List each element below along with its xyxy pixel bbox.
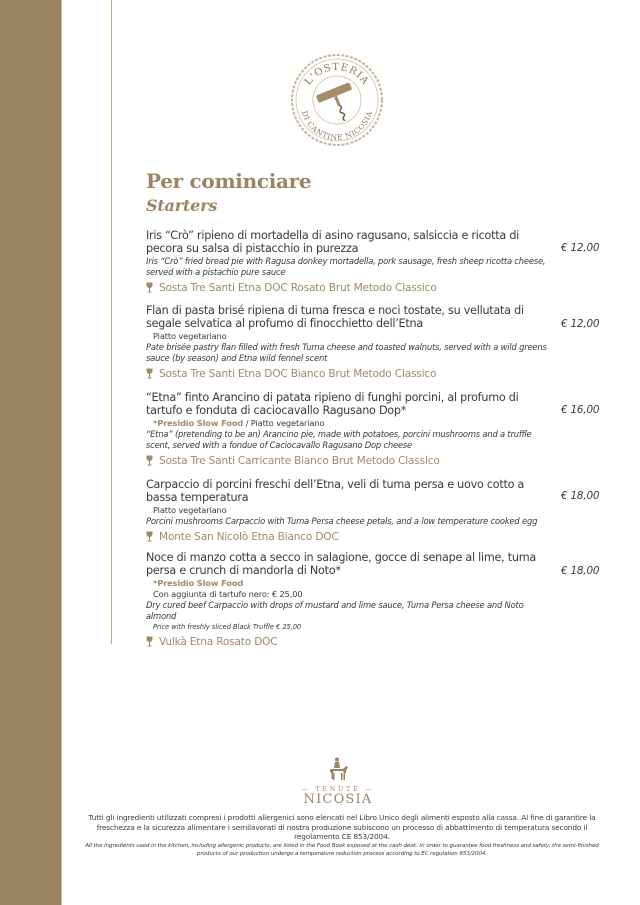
slow-food-badge: *Presidio Slow Food xyxy=(153,577,244,588)
wine-name: Sosta Tre Santi Etna DOC Rosato Brut Metodo Classico xyxy=(159,281,437,294)
allergen-disclaimer-english: All the ingredients used in the kitchen, including allergenic products, are listed in the Food Book exposed at the cash desk. In order to guarantee food freshness and safety, the semi-finished products of our production undergo a temperature reduction process according to EC regulation 853/2004. xyxy=(85,843,599,857)
dish-english: “Etna” (pretending to be an) Arancino pie, made with potatoes, porcini mushrooms and a truffle scent, served with a fondue of Caciocavallo Ragusano Dop cheese xyxy=(146,428,532,450)
dish-price: € 18,00 xyxy=(561,565,600,577)
dish-note xyxy=(146,418,551,429)
section-title: Per cominciare xyxy=(146,169,312,193)
dish-price: € 16,00 xyxy=(561,404,600,416)
slow-food-badge: *Presidio Slow Food xyxy=(153,417,244,428)
brand-tenute: — TENUTE — xyxy=(301,786,375,793)
wine-pairing xyxy=(146,530,551,544)
menu-item xyxy=(146,478,551,544)
truffle-addon-note: Con aggiunta di tartufo nero: € 25,00 xyxy=(153,588,303,599)
dish-note: Piatto vegetariano xyxy=(153,330,227,341)
wine-pairing xyxy=(146,635,551,649)
dish-note: Piatto vegetariano xyxy=(153,504,227,515)
menu-item xyxy=(146,229,551,295)
dish-price: € 12,00 xyxy=(561,242,600,254)
allergen-disclaimer-italian: Tutti gli ingredienti utilizzati compresi i prodotti allergenici sono elencati nel Libro Unico degli alimenti esposto alla cassa. Al fine di garantire la freschezza e la sicurezza alimentare i semilavorati di nostra produzione subiscono un processo di abbattimento di temperatura secondo il regolamento CE 853/2004. xyxy=(88,813,596,842)
dish-note xyxy=(146,578,551,589)
corkscrew-icon xyxy=(289,52,385,148)
left-decorative-band xyxy=(0,0,62,905)
truffle-addon-english: Price with freshly sliced Black Truffle € 25,00 xyxy=(153,622,302,631)
dish-name: “Etna” finto Arancino di patata ripieno di funghi porcini, al profumo di tartufo e fonduta di caciocavallo Ragusano Dop* xyxy=(146,391,519,418)
vertical-divider-line xyxy=(111,0,112,644)
tenute-nicosia-logo xyxy=(293,757,383,809)
wine-glass-icon xyxy=(146,531,153,542)
wine-glass-icon xyxy=(146,636,153,647)
dish-english: Pate brisée pastry flan filled with fresh Tuma cheese and toasted walnuts, served with a wild greens sauce (by season) and Etna wild fennel scent xyxy=(146,341,547,363)
dish-english: Porcini mushrooms Carpaccio with Tuma Persa cheese petals, and a low temperature cooked egg xyxy=(146,515,538,526)
section-subtitle: Starters xyxy=(146,196,218,215)
svg-text:L'OSTERIA: L'OSTERIA xyxy=(302,61,372,88)
wine-name: Monte San Nicolò Etna Bianco DOC xyxy=(159,530,339,543)
wine-glass-icon xyxy=(146,368,153,379)
osteria-logo xyxy=(289,52,385,148)
dish-name: Noce di manzo cotta a secco in salagione, gocce di senape al lime, tuma persa e crunch di mandorla di Noto* xyxy=(146,551,536,578)
dish-price: € 12,00 xyxy=(561,318,600,330)
wine-glass-icon xyxy=(146,455,153,466)
dish-english: Iris “Crò” fried bread pie with Ragusa donkey mortadella, pork sausage, fresh sheep ricotta cheese, served with a pistachio pure sauce xyxy=(146,255,546,277)
wine-name: Vulkà Etna Rosato DOC xyxy=(159,635,278,648)
wine-name: Sosta Tre Santi Carricante Bianco Brut Metodo Classico xyxy=(159,454,440,467)
wine-pairing xyxy=(146,281,551,295)
dish-name: Iris “Crò” ripieno di mortadella di asino ragusano, salsiccia e ricotta di pecora su salsa di pistacchio in purezza xyxy=(146,229,520,256)
wine-glass-icon xyxy=(146,282,153,293)
dish-price: € 18,00 xyxy=(561,490,600,502)
wine-name: Sosta Tre Santi Etna DOC Bianco Brut Metodo Classico xyxy=(159,367,437,380)
horse-rider-icon xyxy=(327,757,349,781)
brand-nicosia: NICOSIA xyxy=(303,792,373,807)
dish-name: Carpaccio di porcini freschi dell’Etna, veli di tuma persa e uovo cotto a bassa temperatura xyxy=(146,478,525,505)
vegetarian-note: / Piatto vegetariano xyxy=(243,417,325,428)
dish-name: Flan di pasta brisé ripiena di tuma fresca e noci tostate, su vellutata di segale selvatica al profumo di finocchietto dell’Etna xyxy=(146,304,524,331)
wine-pairing xyxy=(146,367,551,381)
dish-english: Dry cured beef Carpaccio with drops of mustard and lime sauce, Tuma Persa cheese and Noto almond xyxy=(146,599,524,621)
menu-item xyxy=(146,551,551,649)
menu-item xyxy=(146,391,551,468)
svg-text:DI CANTINE NICOSIA: DI CANTINE NICOSIA xyxy=(299,109,375,143)
wine-pairing xyxy=(146,454,551,468)
menu-item xyxy=(146,304,551,381)
